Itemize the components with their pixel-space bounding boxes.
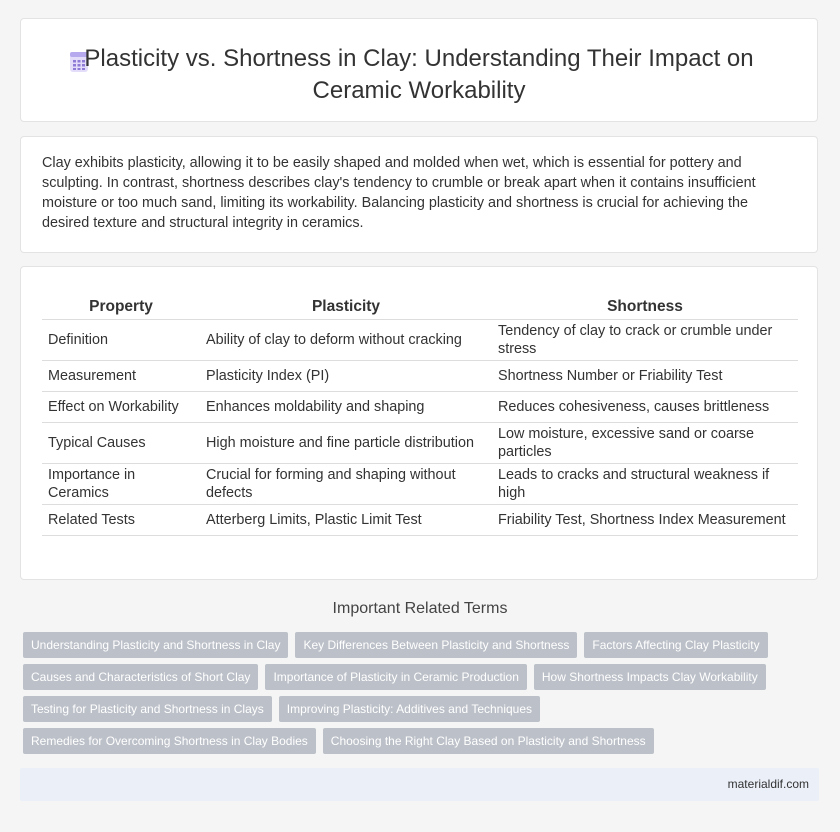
- header-card: [20, 18, 818, 122]
- related-term-tag[interactable]: Choosing the Right Clay Based on Plasticity and Shortness: [323, 728, 654, 754]
- table-cell: High moisture and fine particle distribution: [200, 423, 492, 464]
- column-header: Property: [42, 295, 200, 320]
- table-cell: Reduces cohesiveness, causes brittleness: [492, 392, 798, 423]
- related-term-tag[interactable]: Improving Plasticity: Additives and Techniques: [279, 696, 540, 722]
- column-header: Shortness: [492, 295, 798, 320]
- tag-row: [23, 632, 783, 658]
- table-row: [42, 361, 798, 392]
- tag-row: [23, 728, 783, 754]
- related-term-tag[interactable]: Key Differences Between Plasticity and Shortness: [295, 632, 577, 658]
- table-cell: Measurement: [42, 361, 200, 392]
- table-cell: Shortness Number or Friability Test: [492, 361, 798, 392]
- table-row: [42, 423, 798, 464]
- table-cell: Tendency of clay to crack or crumble under stress: [492, 320, 798, 361]
- site-link[interactable]: materialdif.com: [727, 777, 809, 791]
- related-term-tag[interactable]: Testing for Plasticity and Shortness in Clays: [23, 696, 272, 722]
- related-term-tag[interactable]: Factors Affecting Clay Plasticity: [584, 632, 767, 658]
- table-cell: Related Tests: [42, 505, 200, 536]
- table-cell: Importance in Ceramics: [42, 464, 200, 505]
- intro-text: Clay exhibits plasticity, allowing it to be easily shaped and molded when wet, which is essential for pottery and sculpting. In contrast, shortness describes clay's tendency to crumble or break apart when it contains insufficient moisture or too much sand, limiting its workability. Balancing plasticity and shortness is crucial for achieving the desired texture and structural integrity in ceramics.: [42, 155, 756, 231]
- related-terms-list: [23, 632, 783, 760]
- table-row: [42, 505, 798, 536]
- table-cell: Definition: [42, 320, 200, 361]
- intro-card: [20, 136, 818, 253]
- table-row: [42, 320, 798, 361]
- table-cell: Enhances moldability and shaping: [200, 392, 492, 423]
- related-term-tag[interactable]: Importance of Plasticity in Ceramic Production: [265, 664, 526, 690]
- table-row: [42, 392, 798, 423]
- related-term-tag[interactable]: How Shortness Impacts Clay Workability: [534, 664, 766, 690]
- table-row: [42, 464, 798, 505]
- table-cell: Typical Causes: [42, 423, 200, 464]
- page-title: Plasticity vs. Shortness in Clay: Understanding Their Impact on Ceramic Workability: [84, 45, 754, 104]
- related-terms-title: Important Related Terms: [332, 600, 508, 617]
- comparison-card: [20, 266, 818, 580]
- table-cell: Friability Test, Shortness Index Measurement: [492, 505, 798, 536]
- related-term-tag[interactable]: Understanding Plasticity and Shortness in Clay: [23, 632, 288, 658]
- comparison-table: [42, 295, 798, 536]
- footer: [20, 768, 819, 801]
- related-term-tag[interactable]: Remedies for Overcoming Shortness in Clay Bodies: [23, 728, 316, 754]
- table-cell: Effect on Workability: [42, 392, 200, 423]
- tag-row: [23, 664, 783, 690]
- column-header: Plasticity: [200, 295, 492, 320]
- table-cell: Atterberg Limits, Plastic Limit Test: [200, 505, 492, 536]
- table-cell: Crucial for forming and shaping without defects: [200, 464, 492, 505]
- table-cell: Ability of clay to deform without cracking: [200, 320, 492, 361]
- table-cell: Low moisture, excessive sand or coarse particles: [492, 423, 798, 464]
- tag-row: [23, 696, 783, 722]
- related-term-tag[interactable]: Causes and Characteristics of Short Clay: [23, 664, 258, 690]
- table-cell: Plasticity Index (PI): [200, 361, 492, 392]
- table-cell: Leads to cracks and structural weakness if high: [492, 464, 798, 505]
- table-header-row: [42, 295, 798, 320]
